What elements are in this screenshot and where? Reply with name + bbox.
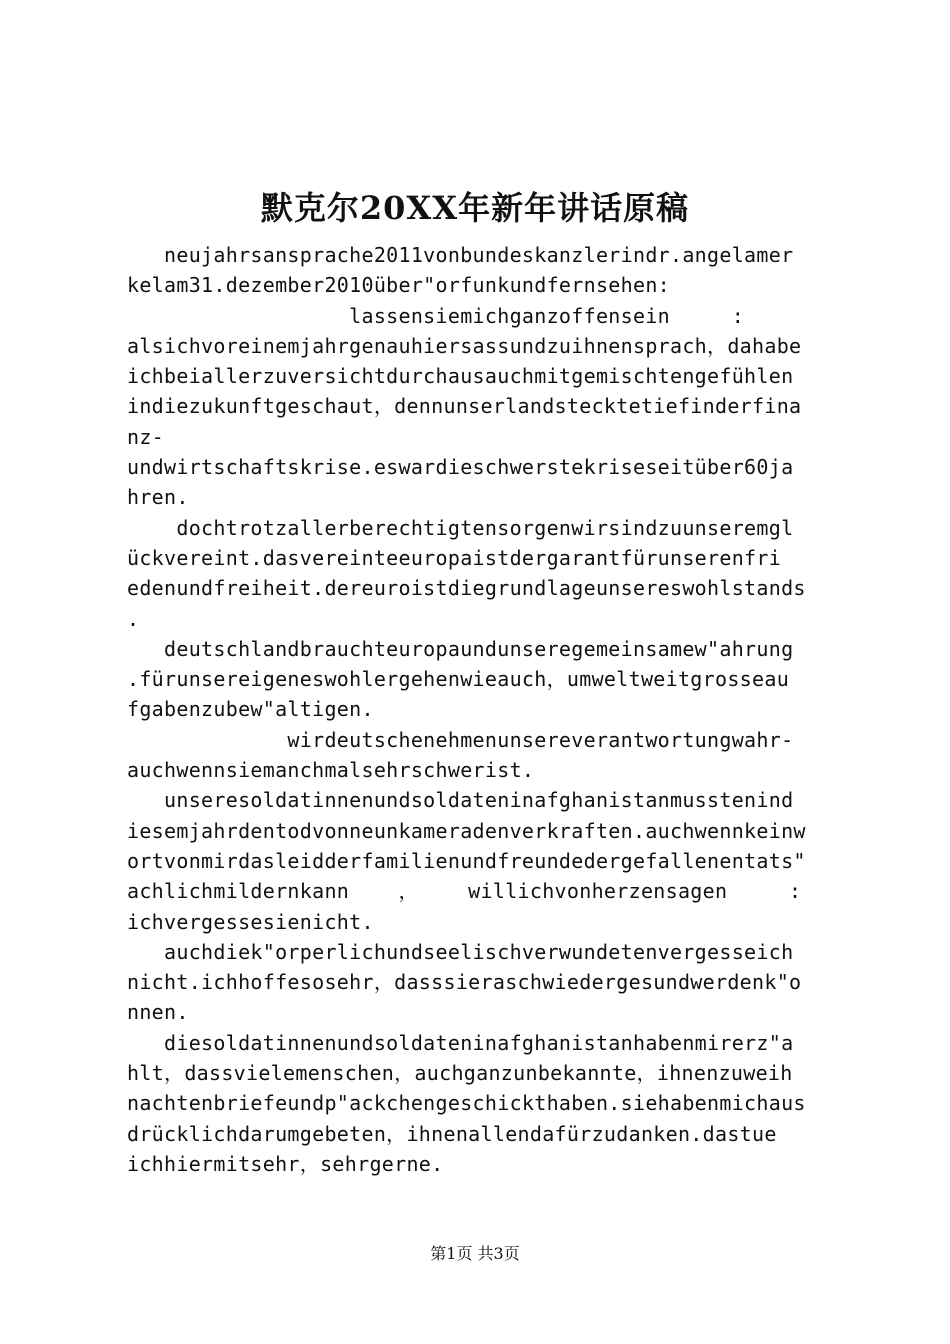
body-text-line: hlt，dassvielemenschen，auchganzunbekannte，ihnenzuweih: [127, 1061, 793, 1086]
body-text-line: deutschlandbrauchteuropaundunseregemeinsamew"ahrung: [127, 636, 794, 661]
page-title: 默克尔20XX年新年讲话原稿: [260, 189, 690, 227]
body-text-line: nz-: [127, 424, 165, 449]
body-text-line: .: [127, 606, 140, 631]
body-text-line: undwirtschaftskrise.eswardieschwerstekriseseitüber60ja: [127, 455, 794, 480]
body-text-line: .fürunsereigeneswohlergehenwieauch，umweltweitgrosseau: [127, 667, 790, 692]
body-text-line: fgabenzubew"altigen.: [127, 697, 374, 722]
body-text-line: ichvergessesienicht.: [127, 909, 374, 934]
body-text-line: unseresoldatinnenundsoldateninafghanistanmusstenind: [127, 788, 794, 813]
body-text-line: auchdiek"orperlichundseelischverwundetenvergesseich: [127, 939, 794, 964]
document-body: [127, 240, 833, 1179]
body-text-line: wirdeutschenehmenunsereverantwortungwahr-: [127, 727, 794, 752]
body-text-line: iesemjahrdentodvonneunkameradenverkraften.auchwennkeinw: [127, 818, 806, 843]
body-text-line: alsichvoreinemjahrgenauhiersassundzuihnensprach，dahabe: [127, 333, 802, 358]
body-text-line: nicht.ichhoffesosehr，dasssieraschwiedergesundwerdenk"o: [127, 970, 802, 995]
body-text-line: hren.: [127, 485, 189, 510]
body-text-line: ichhiermitsehr，sehrgerne.: [127, 1151, 444, 1176]
body-text-line: ortvonmirdasleidderfamilienundfreundedergefallenentats": [127, 848, 806, 873]
body-text-line: auchwennsiemanchmalsehrschwerist.: [127, 758, 535, 783]
body-text-line: drücklichdarumgebeten，ihnenallendafürzudanken.dastue: [127, 1121, 777, 1146]
body-text-line: nnen.: [127, 1000, 189, 1025]
body-text-line: ichbeiallerzuversichtdurchausauchmitgemischtengefühlen: [127, 364, 794, 389]
body-text-line: neujahrsansprache2011vonbundeskanzlerindr.angelamer: [127, 243, 794, 267]
body-text-line: achlichmildernkann ， willichvonherzensagen :: [127, 879, 802, 904]
body-text-line: edenundfreiheit.dereuroistdiegrundlageunsereswohlstands: [127, 576, 806, 601]
page-footer: 第1页 共3页: [430, 1244, 520, 1263]
body-text-line: nachtenbriefeundp"ackchengeschickthaben.siehabenmichaus: [127, 1091, 806, 1116]
body-text-line: ückvereint.dasvereinteeuropaistdergarantfürunserenfri: [127, 545, 782, 570]
body-text-line: diesoldatinnenundsoldateninafghanistanhabenmirerz"a: [127, 1030, 794, 1055]
body-text-line: indiezukunftgeschaut，dennunserlandstecktetiefinderfina: [127, 394, 802, 419]
body-text-line: lassensiemichganzoffensein :: [127, 303, 745, 328]
body-text-line: dochtrotzallerberechtigtensorgenwirsindzuunseremgl: [127, 515, 794, 540]
body-text-line: kelam31.dezember2010über"orfunkundfernsehen:: [127, 273, 671, 298]
